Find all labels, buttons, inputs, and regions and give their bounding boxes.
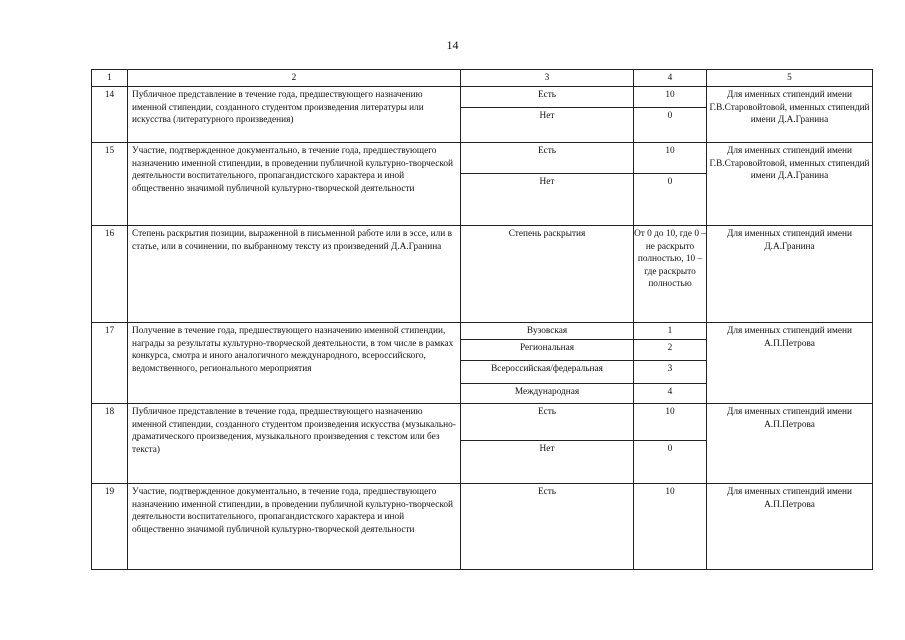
applicability-note: Для именных стипендий имени Д.А.Гранина bbox=[707, 226, 873, 323]
option-label: Международная bbox=[461, 384, 634, 404]
option-label: Всероссийская/федеральная bbox=[461, 361, 634, 384]
option-label: Есть bbox=[461, 484, 634, 570]
row-number: 19 bbox=[92, 484, 128, 570]
header-cell: 5 bbox=[707, 70, 873, 87]
page-number: 14 bbox=[446, 38, 459, 52]
option-score: 10 bbox=[634, 484, 707, 570]
row-number: 15 bbox=[92, 143, 128, 226]
table-row bbox=[92, 404, 873, 441]
option-label: Вузовская bbox=[461, 323, 634, 340]
applicability-note: Для именных стипендий имени А.П.Петрова bbox=[707, 484, 873, 570]
option-score: 10 bbox=[634, 143, 707, 174]
option-score: 4 bbox=[634, 384, 707, 404]
header-cell: 3 bbox=[461, 70, 634, 87]
option-label: Региональная bbox=[461, 340, 634, 361]
option-score: От 0 до 10, где 0 – не раскрыто полностью, 10 – где раскрыто полностью bbox=[634, 226, 707, 323]
option-label: Есть bbox=[461, 87, 634, 108]
criterion-text: Получение в течение года, предшествующего назначению именной стипендии, награды за результаты культурно-творческой деятельности, в том числе в рамках конкурса, смотра и иного аналогичного международного, всероссийского, ведомственного, регионального мероприятия bbox=[128, 323, 461, 404]
criteria-table bbox=[91, 69, 873, 570]
option-score: 3 bbox=[634, 361, 707, 384]
option-score: 1 bbox=[634, 323, 707, 340]
option-score: 0 bbox=[634, 441, 707, 484]
table-row bbox=[92, 226, 873, 323]
criterion-text: Степень раскрытия позиции, выраженной в письменной работе или в эссе, или в статье, или в сочинении, по выбранному тексту из произведений Д.А.Гранина bbox=[128, 226, 461, 323]
row-number: 14 bbox=[92, 87, 128, 143]
applicability-note: Для именных стипендий имени А.П.Петрова bbox=[707, 323, 873, 404]
table-row bbox=[92, 323, 873, 340]
header-cell: 4 bbox=[634, 70, 707, 87]
criterion-text: Участие, подтвержденное документально, в течение года, предшествующего назначению именной стипендии, в проведении публичной культурно-творческой деятельности воспитательного, пропагандистского характера и иной общественно значимой публичной культурно-творческой деятельности bbox=[128, 484, 461, 570]
option-score: 0 bbox=[634, 108, 707, 143]
row-number: 18 bbox=[92, 404, 128, 484]
row-number: 17 bbox=[92, 323, 128, 404]
option-label: Есть bbox=[461, 143, 634, 174]
header-cell: 2 bbox=[128, 70, 461, 87]
option-label: Нет bbox=[461, 174, 634, 226]
option-label: Степень раскрытия bbox=[461, 226, 634, 323]
table-header-row bbox=[92, 70, 873, 87]
option-score: 10 bbox=[634, 404, 707, 441]
table-row bbox=[92, 484, 873, 570]
table-row bbox=[92, 143, 873, 174]
criterion-text: Участие, подтвержденное документально, в течение года, предшествующего назначению именной стипендии, в проведении публичной культурно-творческой деятельности воспитательного, пропагандистского характера и иной общественно значимой публичной культурно-творческой деятельности bbox=[128, 143, 461, 226]
option-score: 10 bbox=[634, 87, 707, 108]
criterion-text: Публичное представление в течение года, предшествующего назначению именной стипендии, созданного студентом произведения искусства (музыкально-драматического произведения, музыкального произведения с текстом или без текста) bbox=[128, 404, 461, 484]
table-row bbox=[92, 87, 873, 108]
option-label: Нет bbox=[461, 441, 634, 484]
option-score: 0 bbox=[634, 174, 707, 226]
header-cell: 1 bbox=[92, 70, 128, 87]
applicability-note: Для именных стипендий имени А.П.Петрова bbox=[707, 404, 873, 484]
option-score: 2 bbox=[634, 340, 707, 361]
criterion-text: Публичное представление в течение года, предшествующего назначению именной стипендии, созданного студентом произведения литературы или искусства (литературного произведения) bbox=[128, 87, 461, 143]
row-number: 16 bbox=[92, 226, 128, 323]
applicability-note: Для именных стипендий имени Г.В.Старовойтовой, именных стипендий имени Д.А.Гранина bbox=[707, 143, 873, 226]
applicability-note: Для именных стипендий имени Г.В.Старовойтовой, именных стипендий имени Д.А.Гранина bbox=[707, 87, 873, 143]
option-label: Нет bbox=[461, 108, 634, 143]
option-label: Есть bbox=[461, 404, 634, 441]
